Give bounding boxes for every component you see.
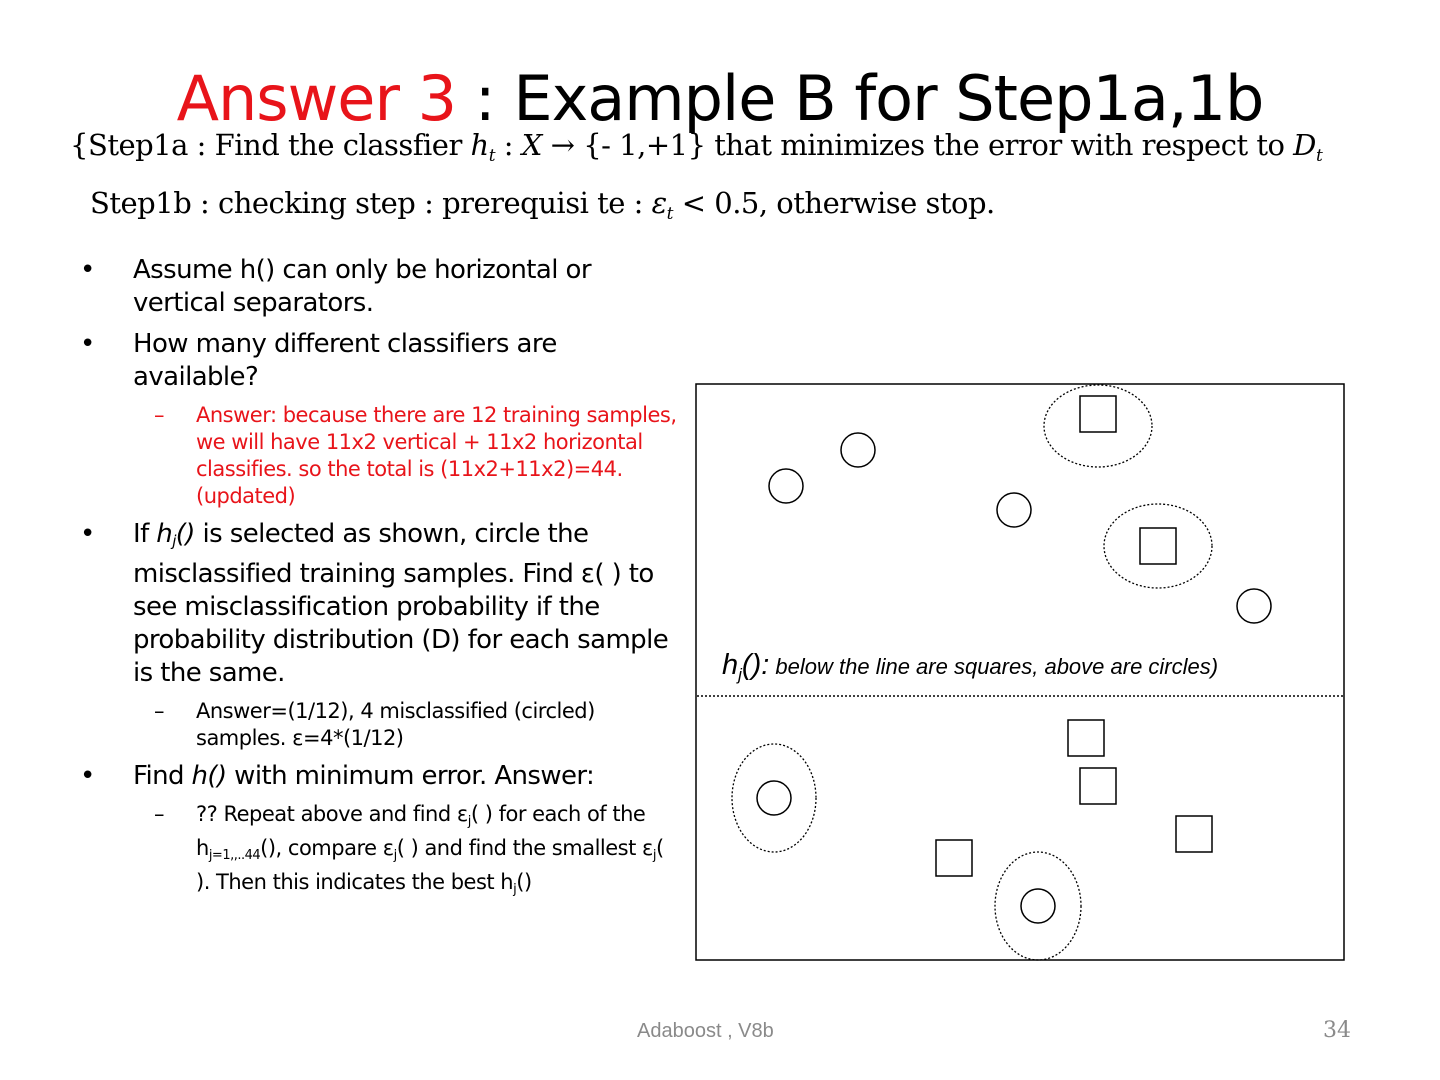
label-desc: below the line are squares, above are circles)	[769, 654, 1219, 679]
sample-square	[1068, 720, 1104, 756]
bullet-marker: •	[80, 255, 95, 285]
bullet-3-h: h	[156, 519, 173, 549]
subbullet-marker: –	[154, 802, 164, 826]
bullet-2-answer-text: Answer: because there are 12 training samples, we will have 11x2 vertical + 11x2 horizontal classifies. so the total is (11x2+11x2)=44. (updated)	[196, 403, 677, 508]
bullet-3-rest: is selected as shown, circle the misclassified training samples. Find ε( ) to see misclassification probability if the probability distribution (D) for each sample is the same.	[133, 519, 669, 688]
bullet-4-h: h()	[191, 761, 227, 791]
bullet-marker: •	[80, 519, 95, 549]
label-sub: j	[738, 665, 742, 684]
sample-circle	[769, 469, 803, 503]
sample-circle	[757, 781, 791, 815]
eq1-d: D	[1293, 128, 1316, 162]
subbullet-marker: –	[154, 403, 164, 427]
b4a-s5: j	[513, 882, 517, 897]
sample-circle	[1021, 889, 1055, 923]
misclassified-ring	[1104, 504, 1212, 588]
b4a-p3: (), compare ε	[260, 836, 394, 860]
bullet-marker: •	[80, 761, 95, 791]
label-h: h	[722, 649, 739, 681]
eq1-h-sub: t	[488, 146, 496, 166]
eq1-colon: :	[495, 128, 522, 162]
label-paren: ():	[741, 649, 770, 681]
b4a-p2: ( ) for each of the h	[196, 802, 646, 860]
b4a-s3: j	[393, 848, 397, 863]
bullet-3-sub: j	[172, 532, 176, 550]
eq1-text1: Step1a : Find the classfier	[87, 128, 471, 162]
eq1-h: h	[470, 128, 489, 162]
bullet-3-answer-text: Answer=(1/12), 4 misclassified (circled) samples. ε=4*(1/12)	[196, 699, 595, 750]
b4a-p6: ()	[516, 870, 532, 894]
b4a-p4: ( ) and find the smallest ε	[396, 836, 653, 860]
b4a-s1: j	[467, 814, 471, 829]
subbullet-marker: –	[154, 699, 164, 723]
sample-square	[936, 840, 972, 876]
eq1-text2: that minimizes the error with respect to	[705, 128, 1294, 162]
sample-circle	[997, 493, 1031, 527]
title-red-part: Answer 3	[176, 62, 457, 135]
bullet-1-text: Assume h() can only be horizontal or vertical separators.	[133, 255, 591, 318]
b4a-s2: j=1,,..44	[208, 848, 261, 863]
misclassified-ring	[1044, 385, 1152, 467]
sample-square	[1080, 396, 1116, 432]
misclassified-ring	[995, 852, 1081, 960]
eq2-text2: < 0.5, otherwise stop.	[673, 186, 995, 220]
eq2-eps-sub: t	[666, 204, 674, 224]
misclassified-ring	[732, 744, 816, 852]
b4a-p5: ( ). Then this indicates the best h	[196, 836, 664, 894]
sample-square	[1176, 816, 1212, 852]
bullet-3-pre: If	[133, 519, 157, 549]
eq1-set: {- 1,+1}	[583, 128, 706, 162]
eq1-arrow: →	[541, 128, 584, 162]
b4a-p1: ?? Repeat above and find ε	[196, 802, 468, 826]
sample-square	[1080, 768, 1116, 804]
bullet-3-paren: ()	[175, 519, 195, 549]
sample-circle	[1237, 589, 1271, 623]
bullet-marker: •	[80, 329, 95, 359]
sample-circle	[841, 433, 875, 467]
eq-brace: {	[70, 128, 88, 162]
eq2-eps: ε	[651, 186, 667, 220]
bullet-4-pre: Find	[133, 761, 192, 791]
page-number: 34	[1323, 1018, 1351, 1043]
bullet-2-text: How many different classifiers are available?	[133, 329, 557, 392]
eq1-d-sub: t	[1315, 146, 1323, 166]
b4a-s4: j	[652, 848, 656, 863]
eq2-text1: Step1b : checking step : prerequisi te :	[90, 186, 652, 220]
classifier-label	[722, 649, 1218, 685]
footer-deck-name: Adaboost , V8b	[637, 1020, 774, 1042]
eq1-x: X	[521, 128, 542, 162]
bullet-4-rest: with minimum error. Answer:	[226, 761, 595, 791]
title-rest: : Example B for Step1a,1b	[456, 62, 1264, 135]
sample-square	[1140, 528, 1176, 564]
